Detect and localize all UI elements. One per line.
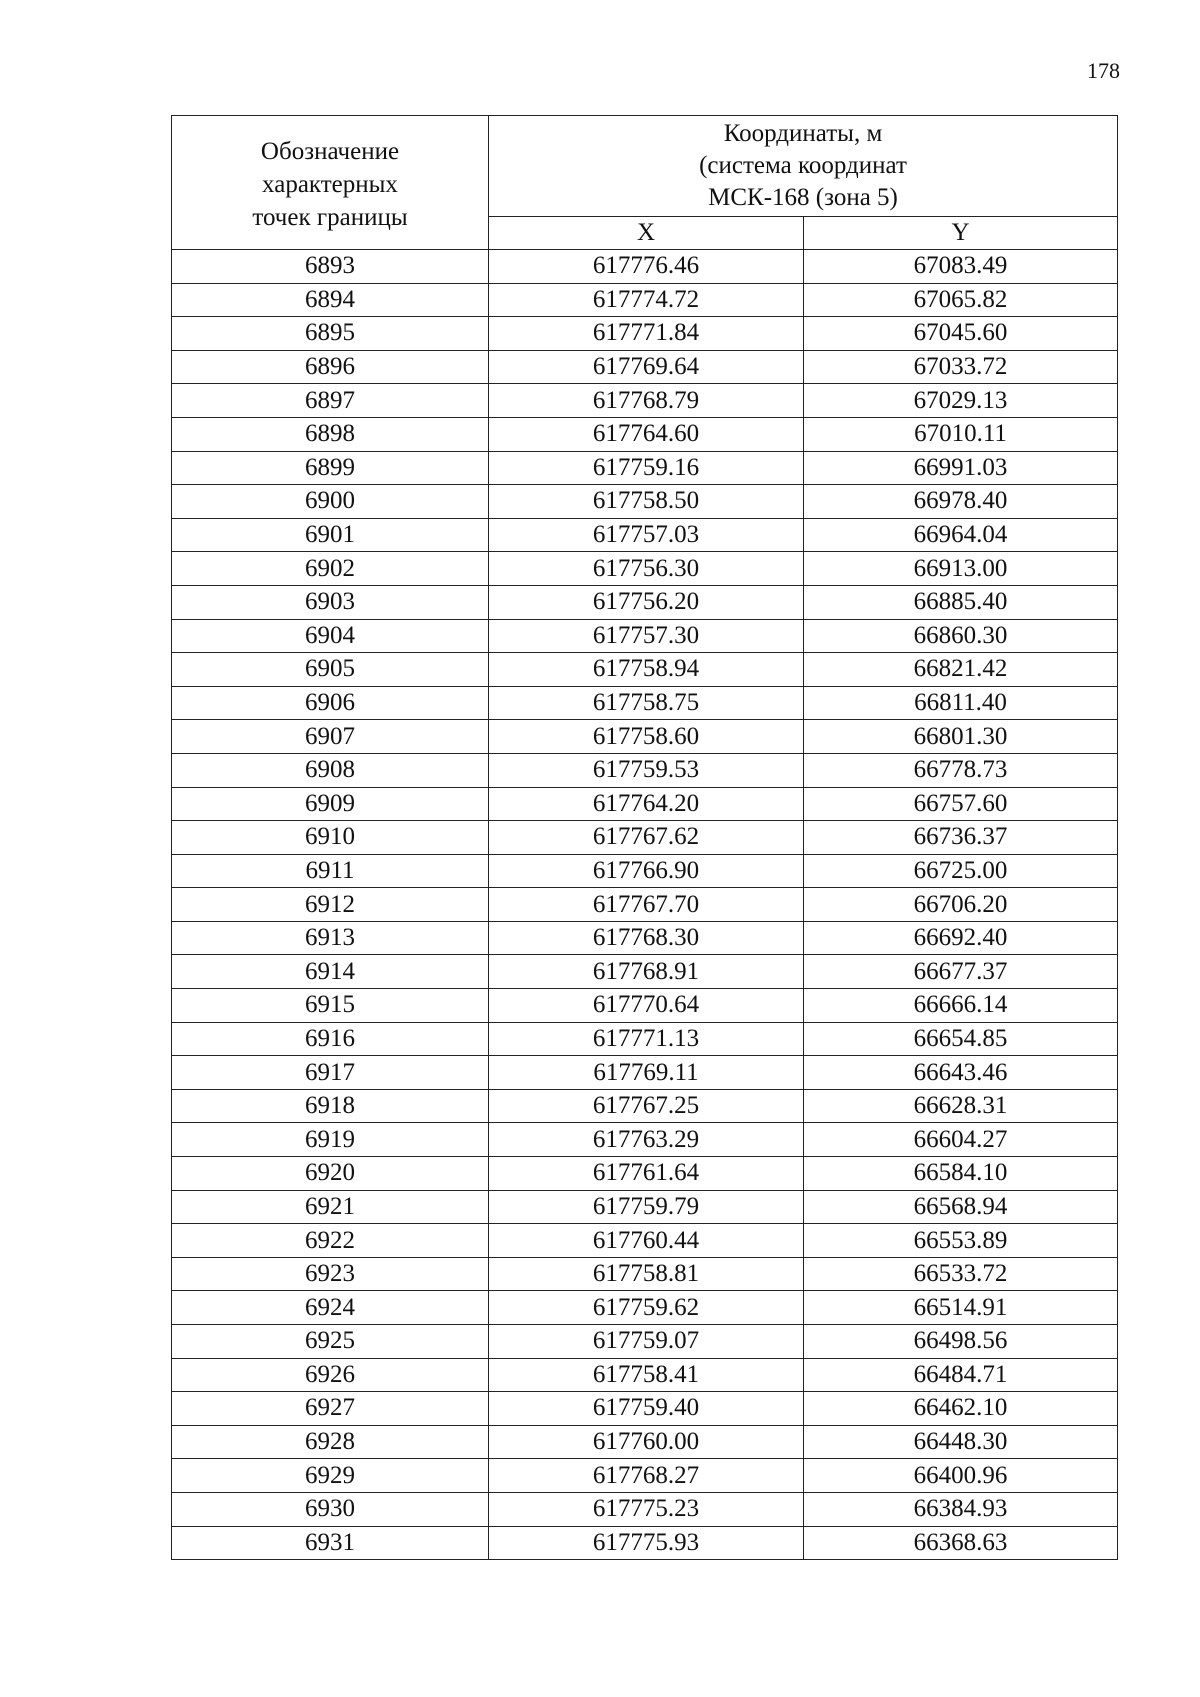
table-row (172, 854, 1118, 888)
x-coordinate-cell: 617759.40 (489, 1392, 804, 1426)
table-row (172, 1291, 1118, 1325)
table-row (172, 1257, 1118, 1291)
point-id-cell: 6931 (172, 1526, 489, 1560)
x-coordinate-cell: 617767.70 (489, 888, 804, 922)
table-row (172, 283, 1118, 317)
point-id-cell: 6921 (172, 1190, 489, 1224)
point-id-cell: 6910 (172, 821, 489, 855)
y-coordinate-cell: 66991.03 (804, 451, 1118, 485)
point-id-cell: 6928 (172, 1425, 489, 1459)
table-row (172, 787, 1118, 821)
point-id-cell: 6905 (172, 653, 489, 687)
x-coordinate-cell: 617767.62 (489, 821, 804, 855)
y-coordinate-cell: 66584.10 (804, 1157, 1118, 1191)
table-row (172, 417, 1118, 451)
table-row (172, 1056, 1118, 1090)
table-row (172, 350, 1118, 384)
x-column-header: X (489, 217, 804, 250)
y-coordinate-cell: 66801.30 (804, 720, 1118, 754)
y-coordinate-cell: 66628.31 (804, 1089, 1118, 1123)
y-coordinate-cell: 67033.72 (804, 350, 1118, 384)
point-id-cell: 6912 (172, 888, 489, 922)
table-row (172, 1492, 1118, 1526)
point-id-cell: 6898 (172, 417, 489, 451)
x-coordinate-cell: 617768.30 (489, 921, 804, 955)
point-id-cell: 6923 (172, 1257, 489, 1291)
point-id-cell: 6925 (172, 1325, 489, 1359)
y-coordinate-cell: 66757.60 (804, 787, 1118, 821)
y-coordinate-cell: 66400.96 (804, 1459, 1118, 1493)
y-coordinate-cell: 66484.71 (804, 1358, 1118, 1392)
point-id-cell: 6901 (172, 518, 489, 552)
point-id-cell: 6903 (172, 585, 489, 619)
point-id-cell: 6915 (172, 989, 489, 1023)
point-id-cell: 6916 (172, 1022, 489, 1056)
x-coordinate-cell: 617764.20 (489, 787, 804, 821)
table-row (172, 317, 1118, 351)
y-coordinate-cell: 66978.40 (804, 485, 1118, 519)
x-coordinate-cell: 617756.20 (489, 585, 804, 619)
table-row (172, 1157, 1118, 1191)
y-coordinate-cell: 66811.40 (804, 686, 1118, 720)
point-id-cell: 6929 (172, 1459, 489, 1493)
x-coordinate-cell: 617756.30 (489, 552, 804, 586)
table-row (172, 753, 1118, 787)
point-id-cell: 6911 (172, 854, 489, 888)
table-row (172, 1358, 1118, 1392)
table-row (172, 1224, 1118, 1258)
table-row (172, 955, 1118, 989)
point-id-cell: 6897 (172, 384, 489, 418)
table-row (172, 485, 1118, 519)
table-row (172, 1526, 1118, 1560)
point-id-cell: 6930 (172, 1492, 489, 1526)
x-coordinate-cell: 617757.03 (489, 518, 804, 552)
x-coordinate-cell: 617763.29 (489, 1123, 804, 1157)
y-coordinate-cell: 67029.13 (804, 384, 1118, 418)
point-id-cell: 6900 (172, 485, 489, 519)
y-coordinate-cell: 66736.37 (804, 821, 1118, 855)
point-id-cell: 6896 (172, 350, 489, 384)
coordinates-table (171, 115, 1118, 1560)
y-coordinate-cell: 67065.82 (804, 283, 1118, 317)
y-coordinate-cell: 66666.14 (804, 989, 1118, 1023)
x-coordinate-cell: 617771.13 (489, 1022, 804, 1056)
x-coordinate-cell: 617758.75 (489, 686, 804, 720)
table-row (172, 384, 1118, 418)
x-coordinate-cell: 617768.27 (489, 1459, 804, 1493)
x-coordinate-cell: 617761.64 (489, 1157, 804, 1191)
table-row (172, 821, 1118, 855)
point-id-cell: 6909 (172, 787, 489, 821)
table-row (172, 1325, 1118, 1359)
table-row (172, 686, 1118, 720)
point-id-cell: 6919 (172, 1123, 489, 1157)
x-coordinate-cell: 617770.64 (489, 989, 804, 1023)
point-id-cell: 6893 (172, 250, 489, 284)
y-coordinate-cell: 66860.30 (804, 619, 1118, 653)
point-id-cell: 6913 (172, 921, 489, 955)
x-coordinate-cell: 617758.94 (489, 653, 804, 687)
x-coordinate-cell: 617769.64 (489, 350, 804, 384)
x-coordinate-cell: 617759.07 (489, 1325, 804, 1359)
point-id-cell: 6906 (172, 686, 489, 720)
y-coordinate-cell: 66533.72 (804, 1257, 1118, 1291)
table-body (172, 250, 1118, 1560)
x-coordinate-cell: 617766.90 (489, 854, 804, 888)
x-coordinate-cell: 617759.16 (489, 451, 804, 485)
table-row (172, 552, 1118, 586)
point-id-cell: 6914 (172, 955, 489, 989)
point-id-cell: 6902 (172, 552, 489, 586)
point-id-cell: 6907 (172, 720, 489, 754)
y-coordinate-cell: 67045.60 (804, 317, 1118, 351)
y-coordinate-cell: 66725.00 (804, 854, 1118, 888)
y-coordinate-cell: 66885.40 (804, 585, 1118, 619)
x-coordinate-cell: 617769.11 (489, 1056, 804, 1090)
coordinates-header: Координаты, м (система координат МСК-168 (зона 5) (489, 116, 1118, 217)
x-coordinate-cell: 617759.79 (489, 1190, 804, 1224)
y-coordinate-cell: 66821.42 (804, 653, 1118, 687)
y-coordinate-cell: 66654.85 (804, 1022, 1118, 1056)
point-id-cell: 6894 (172, 283, 489, 317)
table-row (172, 619, 1118, 653)
y-coordinate-cell: 66778.73 (804, 753, 1118, 787)
table-row (172, 1123, 1118, 1157)
y-coordinate-cell: 66677.37 (804, 955, 1118, 989)
x-coordinate-cell: 617758.50 (489, 485, 804, 519)
table-row (172, 585, 1118, 619)
x-coordinate-cell: 617768.91 (489, 955, 804, 989)
x-coordinate-cell: 617768.79 (489, 384, 804, 418)
point-id-cell: 6924 (172, 1291, 489, 1325)
table-row (172, 720, 1118, 754)
y-coordinate-cell: 66514.91 (804, 1291, 1118, 1325)
x-coordinate-cell: 617775.23 (489, 1492, 804, 1526)
point-id-cell: 6917 (172, 1056, 489, 1090)
x-coordinate-cell: 617771.84 (489, 317, 804, 351)
x-coordinate-cell: 617757.30 (489, 619, 804, 653)
point-id-cell: 6926 (172, 1358, 489, 1392)
table-row (172, 1089, 1118, 1123)
header-row (172, 116, 1118, 217)
table-row (172, 653, 1118, 687)
point-designation-header: Обозначение характерных точек границы (172, 116, 489, 250)
table-row (172, 888, 1118, 922)
y-coordinate-cell: 66462.10 (804, 1392, 1118, 1426)
y-coordinate-cell: 66604.27 (804, 1123, 1118, 1157)
table-row (172, 451, 1118, 485)
table-row (172, 1425, 1118, 1459)
point-id-cell: 6918 (172, 1089, 489, 1123)
x-coordinate-cell: 617758.81 (489, 1257, 804, 1291)
y-coordinate-cell: 66553.89 (804, 1224, 1118, 1258)
point-id-cell: 6927 (172, 1392, 489, 1426)
page-number: 178 (1087, 58, 1120, 83)
point-id-cell: 6920 (172, 1157, 489, 1191)
y-coordinate-cell: 66448.30 (804, 1425, 1118, 1459)
y-coordinate-cell: 66706.20 (804, 888, 1118, 922)
table-row (172, 921, 1118, 955)
table-row (172, 1459, 1118, 1493)
y-coordinate-cell: 66643.46 (804, 1056, 1118, 1090)
table-row (172, 250, 1118, 284)
x-coordinate-cell: 617774.72 (489, 283, 804, 317)
y-coordinate-cell: 66368.63 (804, 1526, 1118, 1560)
table-row (172, 1392, 1118, 1426)
x-coordinate-cell: 617758.41 (489, 1358, 804, 1392)
x-coordinate-cell: 617759.62 (489, 1291, 804, 1325)
x-coordinate-cell: 617759.53 (489, 753, 804, 787)
y-coordinate-cell: 67083.49 (804, 250, 1118, 284)
y-coordinate-cell: 66568.94 (804, 1190, 1118, 1224)
x-coordinate-cell: 617767.25 (489, 1089, 804, 1123)
x-coordinate-cell: 617758.60 (489, 720, 804, 754)
y-column-header: Y (804, 217, 1118, 250)
table-row (172, 989, 1118, 1023)
y-coordinate-cell: 66913.00 (804, 552, 1118, 586)
point-id-cell: 6899 (172, 451, 489, 485)
point-id-cell: 6908 (172, 753, 489, 787)
x-coordinate-cell: 617760.00 (489, 1425, 804, 1459)
x-coordinate-cell: 617776.46 (489, 250, 804, 284)
x-coordinate-cell: 617764.60 (489, 417, 804, 451)
y-coordinate-cell: 67010.11 (804, 417, 1118, 451)
point-id-cell: 6922 (172, 1224, 489, 1258)
table-row (172, 518, 1118, 552)
y-coordinate-cell: 66692.40 (804, 921, 1118, 955)
y-coordinate-cell: 66384.93 (804, 1492, 1118, 1526)
x-coordinate-cell: 617775.93 (489, 1526, 804, 1560)
point-id-cell: 6895 (172, 317, 489, 351)
table-row (172, 1190, 1118, 1224)
y-coordinate-cell: 66498.56 (804, 1325, 1118, 1359)
y-coordinate-cell: 66964.04 (804, 518, 1118, 552)
x-coordinate-cell: 617760.44 (489, 1224, 804, 1258)
table-row (172, 1022, 1118, 1056)
point-id-cell: 6904 (172, 619, 489, 653)
